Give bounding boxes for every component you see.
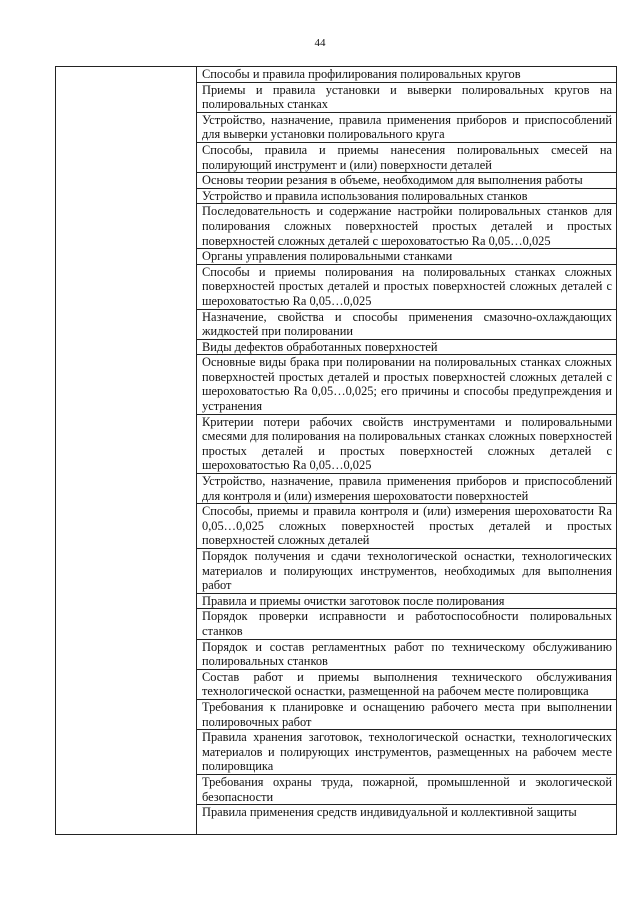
- table-row: Способы, правила и приемы нанесения полировальных смесей на полирующий инструмент и (или) поверхности деталей: [197, 143, 616, 173]
- table-row: Способы и правила профилирования полировальных кругов: [197, 67, 616, 83]
- table-row: Назначение, свойства и способы применения смазочно-охлаждающих жидкостей при полировании: [197, 310, 616, 340]
- table-row: Состав работ и приемы выполнения технического обслуживания технологической оснастки, размещенной на рабочем месте полировщика: [197, 670, 616, 700]
- table-row: Правила хранения заготовок, технологической оснастки, технологических материалов и полирующих инструментов, размещенных на рабочем месте полировщика: [197, 730, 616, 775]
- table-row: Порядок получения и сдачи технологической оснастки, технологических материалов и полирующих инструментов, необходимых для выполнения работ: [197, 549, 616, 594]
- table-row: Устройство, назначение, правила применения приборов и приспособлений для выверки установки полировального круга: [197, 113, 616, 143]
- table-row: Приемы и правила установки и выверки полировальных кругов на полировальных станках: [197, 83, 616, 113]
- table-row: Способы, приемы и правила контроля и (или) измерения шероховатости Ra 0,05…0,025 сложных поверхностей простых деталей и простых поверхностей сложных деталей: [197, 504, 616, 549]
- table-row: Устройство и правила использования полировальных станков: [197, 189, 616, 205]
- table-row: Порядок и состав регламентных работ по техническому обслуживанию полировальных станков: [197, 640, 616, 670]
- table-row: Виды дефектов обработанных поверхностей: [197, 340, 616, 356]
- table-left-column: [56, 67, 197, 834]
- table-row: Органы управления полировальными станками: [197, 249, 616, 265]
- table-row: Устройство, назначение, правила применения приборов и приспособлений для контроля и (или) измерения шероховатости поверхностей: [197, 474, 616, 504]
- table-row: Требования к планировке и оснащению рабочего места при выполнении полировочных работ: [197, 700, 616, 730]
- knowledge-table: [55, 66, 617, 835]
- table-row: Способы и приемы полирования на полировальных станках сложных поверхностей простых деталей и простых поверхностей сложных деталей с шероховатостью Ra 0,05…0,025: [197, 265, 616, 310]
- table-row: Правила применения средств индивидуальной и коллективной защиты: [202, 805, 577, 820]
- table-row: Правила и приемы очистки заготовок после полирования: [197, 594, 616, 610]
- table-row: Последовательность и содержание настройки полировальных станков для полирования сложных поверхностей простых деталей и простых поверхностей сложных деталей с шероховатостью Ra 0,05…0,025: [197, 204, 616, 249]
- table-row: Порядок проверки исправности и работоспособности полировальных станков: [197, 609, 616, 639]
- table-row: Основы теории резания в объеме, необходимом для выполнения работы: [197, 173, 616, 189]
- table-row: Критерии потери рабочих свойств инструментами и полировальными смесями для полирования на полировальных станках сложных поверхностей простых деталей и простых поверхностей сложных деталей с шероховатостью Ra 0,05…0,025: [197, 415, 616, 474]
- table-row: Требования охраны труда, пожарной, промышленной и экологической безопасности: [197, 775, 616, 805]
- page-number: 44: [314, 37, 326, 49]
- table-row: Основные виды брака при полировании на полировальных станках сложных поверхностей простых деталей и простых поверхностей сложных деталей с шероховатостью Ra 0,05…0,025; его причины и способы предупреждения и устранения: [197, 355, 616, 414]
- table-right-column: [197, 67, 616, 820]
